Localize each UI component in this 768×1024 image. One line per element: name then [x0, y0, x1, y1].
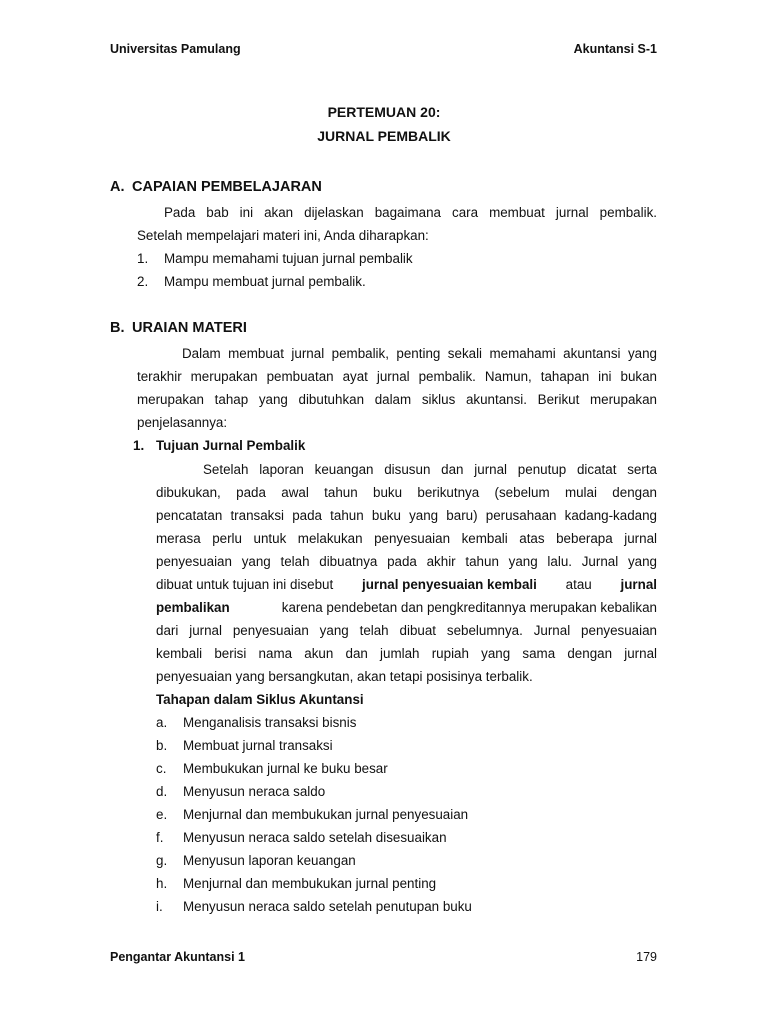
text-run: karena pendebetan dan pengkreditannya merupakan kebalikan	[281, 600, 657, 615]
list-item-number: 1.	[137, 251, 149, 266]
bold-term: pembalikan	[156, 600, 230, 615]
list-item-text: Menganalisis transaksi bisnis	[183, 715, 357, 730]
section-b-para-line: terakhir merupakan pembuatan ayat jurnal pembalik. Namun, tahapan ini bukan	[137, 369, 657, 384]
list-item-letter: i.	[156, 899, 163, 914]
list-item	[156, 761, 388, 777]
text-run: atau	[565, 577, 592, 592]
list-item-letter: a.	[156, 715, 168, 730]
list-item	[156, 899, 472, 915]
list-item-text: Mampu membuat jurnal pembalik.	[164, 274, 366, 289]
list-item-text: Menjurnal dan membukukan jurnal penyesuaian	[183, 807, 469, 822]
section-a-intro-1: Pada bab ini akan dijelaskan bagaimana cara membuat jurnal pembalik.	[164, 205, 657, 220]
header-program: Akuntansi S-1	[573, 42, 657, 56]
list-item-number: 2.	[137, 274, 149, 289]
subsection-1-para-line: penyesuaian yang bersangkutan, akan tetapi posisinya terbalik.	[156, 669, 533, 684]
list-item-letter: d.	[156, 784, 168, 799]
list-item-letter: c.	[156, 761, 167, 776]
list-item-text: Menjurnal dan membukukan jurnal penting	[183, 876, 437, 891]
list-item-text: Membukukan jurnal ke buku besar	[183, 761, 388, 776]
bold-term: jurnal penyesuaian kembali	[361, 577, 537, 592]
section-a-heading	[110, 179, 322, 195]
list-item	[156, 876, 436, 892]
list-item	[137, 274, 366, 290]
list-item-letter: f.	[156, 830, 164, 845]
subsection-1-para-line: pencatatan transaksi pada tahun buku yang baru) perusahaan kadang-kadang	[156, 508, 657, 523]
list-item	[156, 738, 333, 754]
section-b-number: B.	[110, 320, 125, 336]
subsection-1-heading	[133, 438, 305, 454]
section-b-heading	[110, 320, 247, 336]
list-item	[137, 251, 413, 267]
title-line-1: PERTEMUAN 20:	[327, 104, 441, 120]
subsection-1-para-line: Setelah laporan keuangan disusun dan jurnal penutup dicatat serta	[203, 462, 657, 477]
list-item-letter: g.	[156, 853, 168, 868]
section-a-title: CAPAIAN PEMBELAJARAN	[132, 179, 322, 195]
section-b-para-line: merupakan tahap yang dibutuhkan dalam siklus akuntansi. Berikut merupakan	[137, 392, 657, 407]
list-item	[156, 853, 356, 869]
subsection-1-para-line	[156, 577, 657, 593]
section-a-intro-2: Setelah mempelajari materi ini, Anda diharapkan:	[137, 228, 429, 243]
steps-heading: Tahapan dalam Siklus Akuntansi	[156, 692, 364, 707]
list-item-text: Menyusun neraca saldo	[183, 784, 326, 799]
footer-course: Pengantar Akuntansi 1	[110, 950, 245, 964]
page-footer	[110, 950, 657, 964]
subsection-1-para-line	[156, 600, 657, 616]
page-header	[110, 42, 657, 56]
list-item-text: Menyusun laporan keuangan	[183, 853, 356, 868]
subsection-1-title: Tujuan Jurnal Pembalik	[156, 438, 306, 453]
subsection-1-number: 1.	[133, 438, 145, 453]
list-item-letter: b.	[156, 738, 168, 753]
subsection-1-para-line: penyesuaian yang telah dibuatnya pada akhir tahun yang lalu. Jurnal yang	[156, 554, 657, 569]
section-b-title: URAIAN MATERI	[132, 320, 247, 336]
subsection-1-para-line: dari jurnal penyesuaian yang telah dibuat sebelumnya. Jurnal penyesuaian	[156, 623, 657, 638]
bold-term: jurnal	[620, 577, 657, 592]
list-item-letter: e.	[156, 807, 168, 822]
list-item	[156, 784, 325, 800]
list-item-text: Membuat jurnal transaksi	[183, 738, 333, 753]
list-item-text: Menyusun neraca saldo setelah penutupan buku	[183, 899, 472, 914]
subsection-1-para-line: merasa perlu untuk melakukan penyesuaian kembali atas beberapa jurnal	[156, 531, 657, 546]
list-item-text: Mampu memahami tujuan jurnal pembalik	[164, 251, 413, 266]
section-b-para-line: penjelasannya:	[137, 415, 228, 430]
subsection-1-para-line: kembali berisi nama akun dan jumlah rupiah yang sama dengan jurnal	[156, 646, 657, 661]
list-item-text: Menyusun neraca saldo setelah disesuaikan	[183, 830, 447, 845]
list-item	[156, 715, 356, 731]
header-institution: Universitas Pamulang	[110, 42, 241, 56]
list-item-letter: h.	[156, 876, 168, 891]
section-a-number: A.	[110, 179, 125, 195]
text-run: dibuat untuk tujuan ini disebut	[156, 577, 334, 592]
subsection-1-para-line: dibukukan, pada awal tahun buku berikutnya (sebelum mulai dengan	[156, 485, 657, 500]
list-item	[156, 807, 468, 823]
page-number: 179	[636, 950, 657, 964]
section-b-para-line: Dalam membuat jurnal pembalik, penting sekali memahami akuntansi yang	[182, 346, 657, 361]
list-item	[156, 830, 447, 846]
title-line-2: JURNAL PEMBALIK	[317, 128, 451, 144]
